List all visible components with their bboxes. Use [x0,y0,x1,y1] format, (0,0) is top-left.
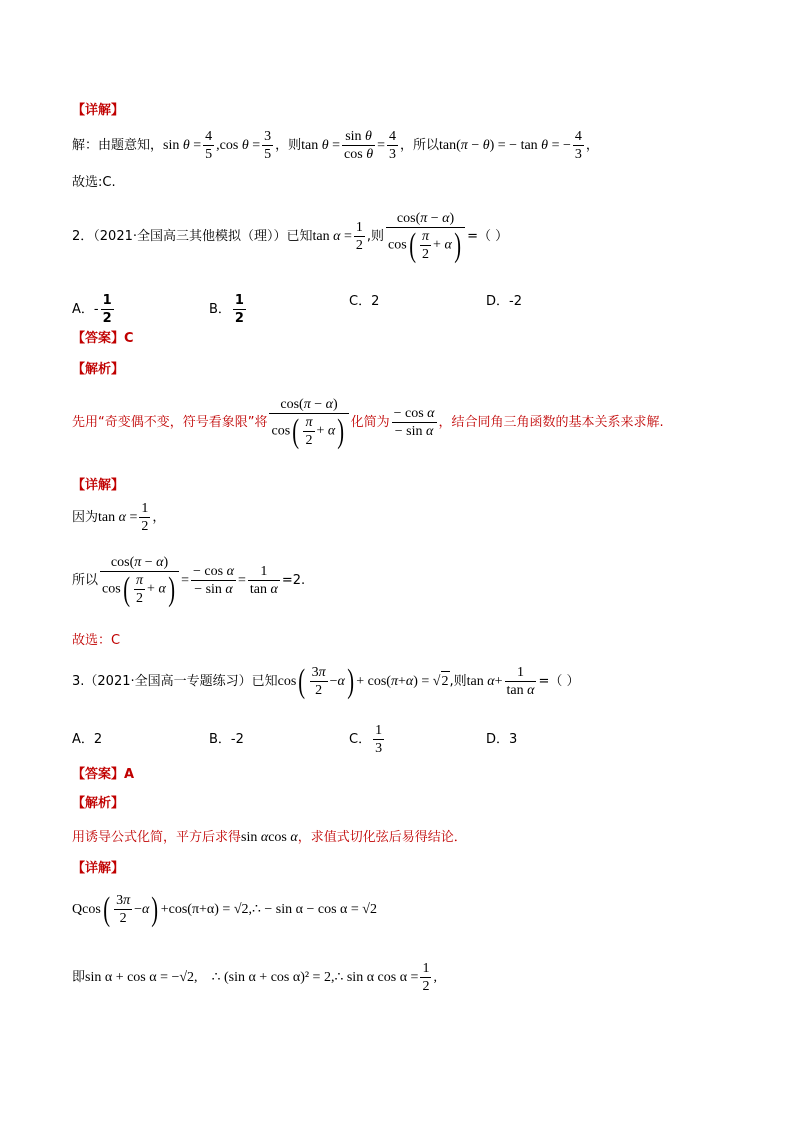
detail-line-1: Q cos ( $\frac{3\pi}{2}$ − α ) + cos(π+α) = √2,∴ − sin α − cos α = √2 [72,890,377,928]
fraction-3-5: $\frac{3}{5}$ [264,129,272,162]
fraction-1-2-bold: $\frac{1}{2}$ [102,293,112,326]
option-b[interactable]: B． $\frac{1}{2}$ [209,293,244,326]
fraction-sin-cos: $\frac{\text{sin θ}}{\text{cos θ}}$ [344,129,374,162]
option-d-q3[interactable]: D．3 [486,732,518,747]
fraction-4-3-neg: $\frac{4}{3}$ [574,129,582,162]
analysis-heading-3: 【解析】 [72,796,125,811]
fraction-4-3: $\frac{4}{3}$ [389,129,397,162]
answer-label-3: 【答案】A [72,767,135,782]
analysis-line-3: 用诱导公式化简，平方后求得 sin αcos α ，求值式切化弦后易得结论． [72,830,467,845]
question-2-stem: 2．（2021·全国高三其他模拟（理））已知 tan α = $\frac{1}{2}$ ,则 cos(π − α) cos( $\frac{\pi}{2}$ + α) =（ ） [72,211,509,264]
option-a-q3[interactable]: A．2 [72,732,103,747]
option-a[interactable]: A．- $\frac{1}{2}$ [72,293,112,326]
solution-prefix: 解：由题意知， [72,137,164,153]
choice-line-2: 故选：C [72,633,121,648]
so-line: 所以 cos(π − α) cos( $\frac{\pi}{2}$ + α) = $\frac{\text{− cos α}}{\text{− sin α}}$ = $\frac{1}{\text{tan α}}$ =2. [72,555,306,608]
detail-heading-3: 【详解】 [72,861,125,876]
question-3-stem: 3.（2021·全国高一专题练习）已知 cos ( $\frac{3\pi}{2}$ − α ) + cos( π + α ) = √ 2 ,则 tan α+ $\frac{1}{\text{tan α}}$ =（ ） [72,662,580,700]
detail-heading: 【详解】 [72,103,125,118]
analysis-line: 先用“奇变偶不变，符号看象限”将 cos(π − α) cos( $\frac{\pi}{2}$ + α) 化简为 $\frac{\text{− cos α}}{\text{− sin α}}$ ，结合同角三角函数的基本关系来求解. [72,397,664,450]
fraction-1-2: $\frac{1}{2}$ [355,220,363,253]
option-b-q3[interactable]: B．-2 [209,732,244,747]
fraction-4-5: $\frac{4}{5}$ [205,129,213,162]
answer-label: 【答案】C [72,331,134,346]
detail-line-2: 即 sin α + cos α = −√2, ∴ (sin α + cos α)² = 2,∴ sin α cos α = $\frac{1}{2}$ , [72,961,437,994]
math-tan-theta: tan θ = [301,137,341,153]
detail-heading-2: 【详解】 [72,478,125,493]
option-d[interactable]: D．-2 [486,294,522,309]
because-line: 因为 tan α = $\frac{1}{2}$ ， [72,501,166,534]
choice-line: 故选:C. [72,175,116,190]
fraction-cos-ratio: cos(π − α) cos( $\frac{\pi}{2}$ + α) [386,210,465,263]
math-tan-pi-minus-theta: tan(π − θ) = − tan θ = − [439,137,571,153]
option-c[interactable]: C．2 [349,294,380,309]
solution-line: 解：由题意知， sin θ = $\frac{4}{5}$ ,cos θ = $\frac{3}{5}$ ，则 tan θ = $\frac{\text{sin θ}}{\text{cos θ}}$ = $\frac{4}{3}$ ，所以 tan(π − θ) = − tan θ = − $\frac{4}{3}$ ， [72,129,599,162]
math-sin-theta: sin θ = [163,137,202,153]
option-c-q3[interactable]: C． $\frac{1}{3}$ [349,723,383,756]
analysis-heading: 【解析】 [72,362,125,377]
